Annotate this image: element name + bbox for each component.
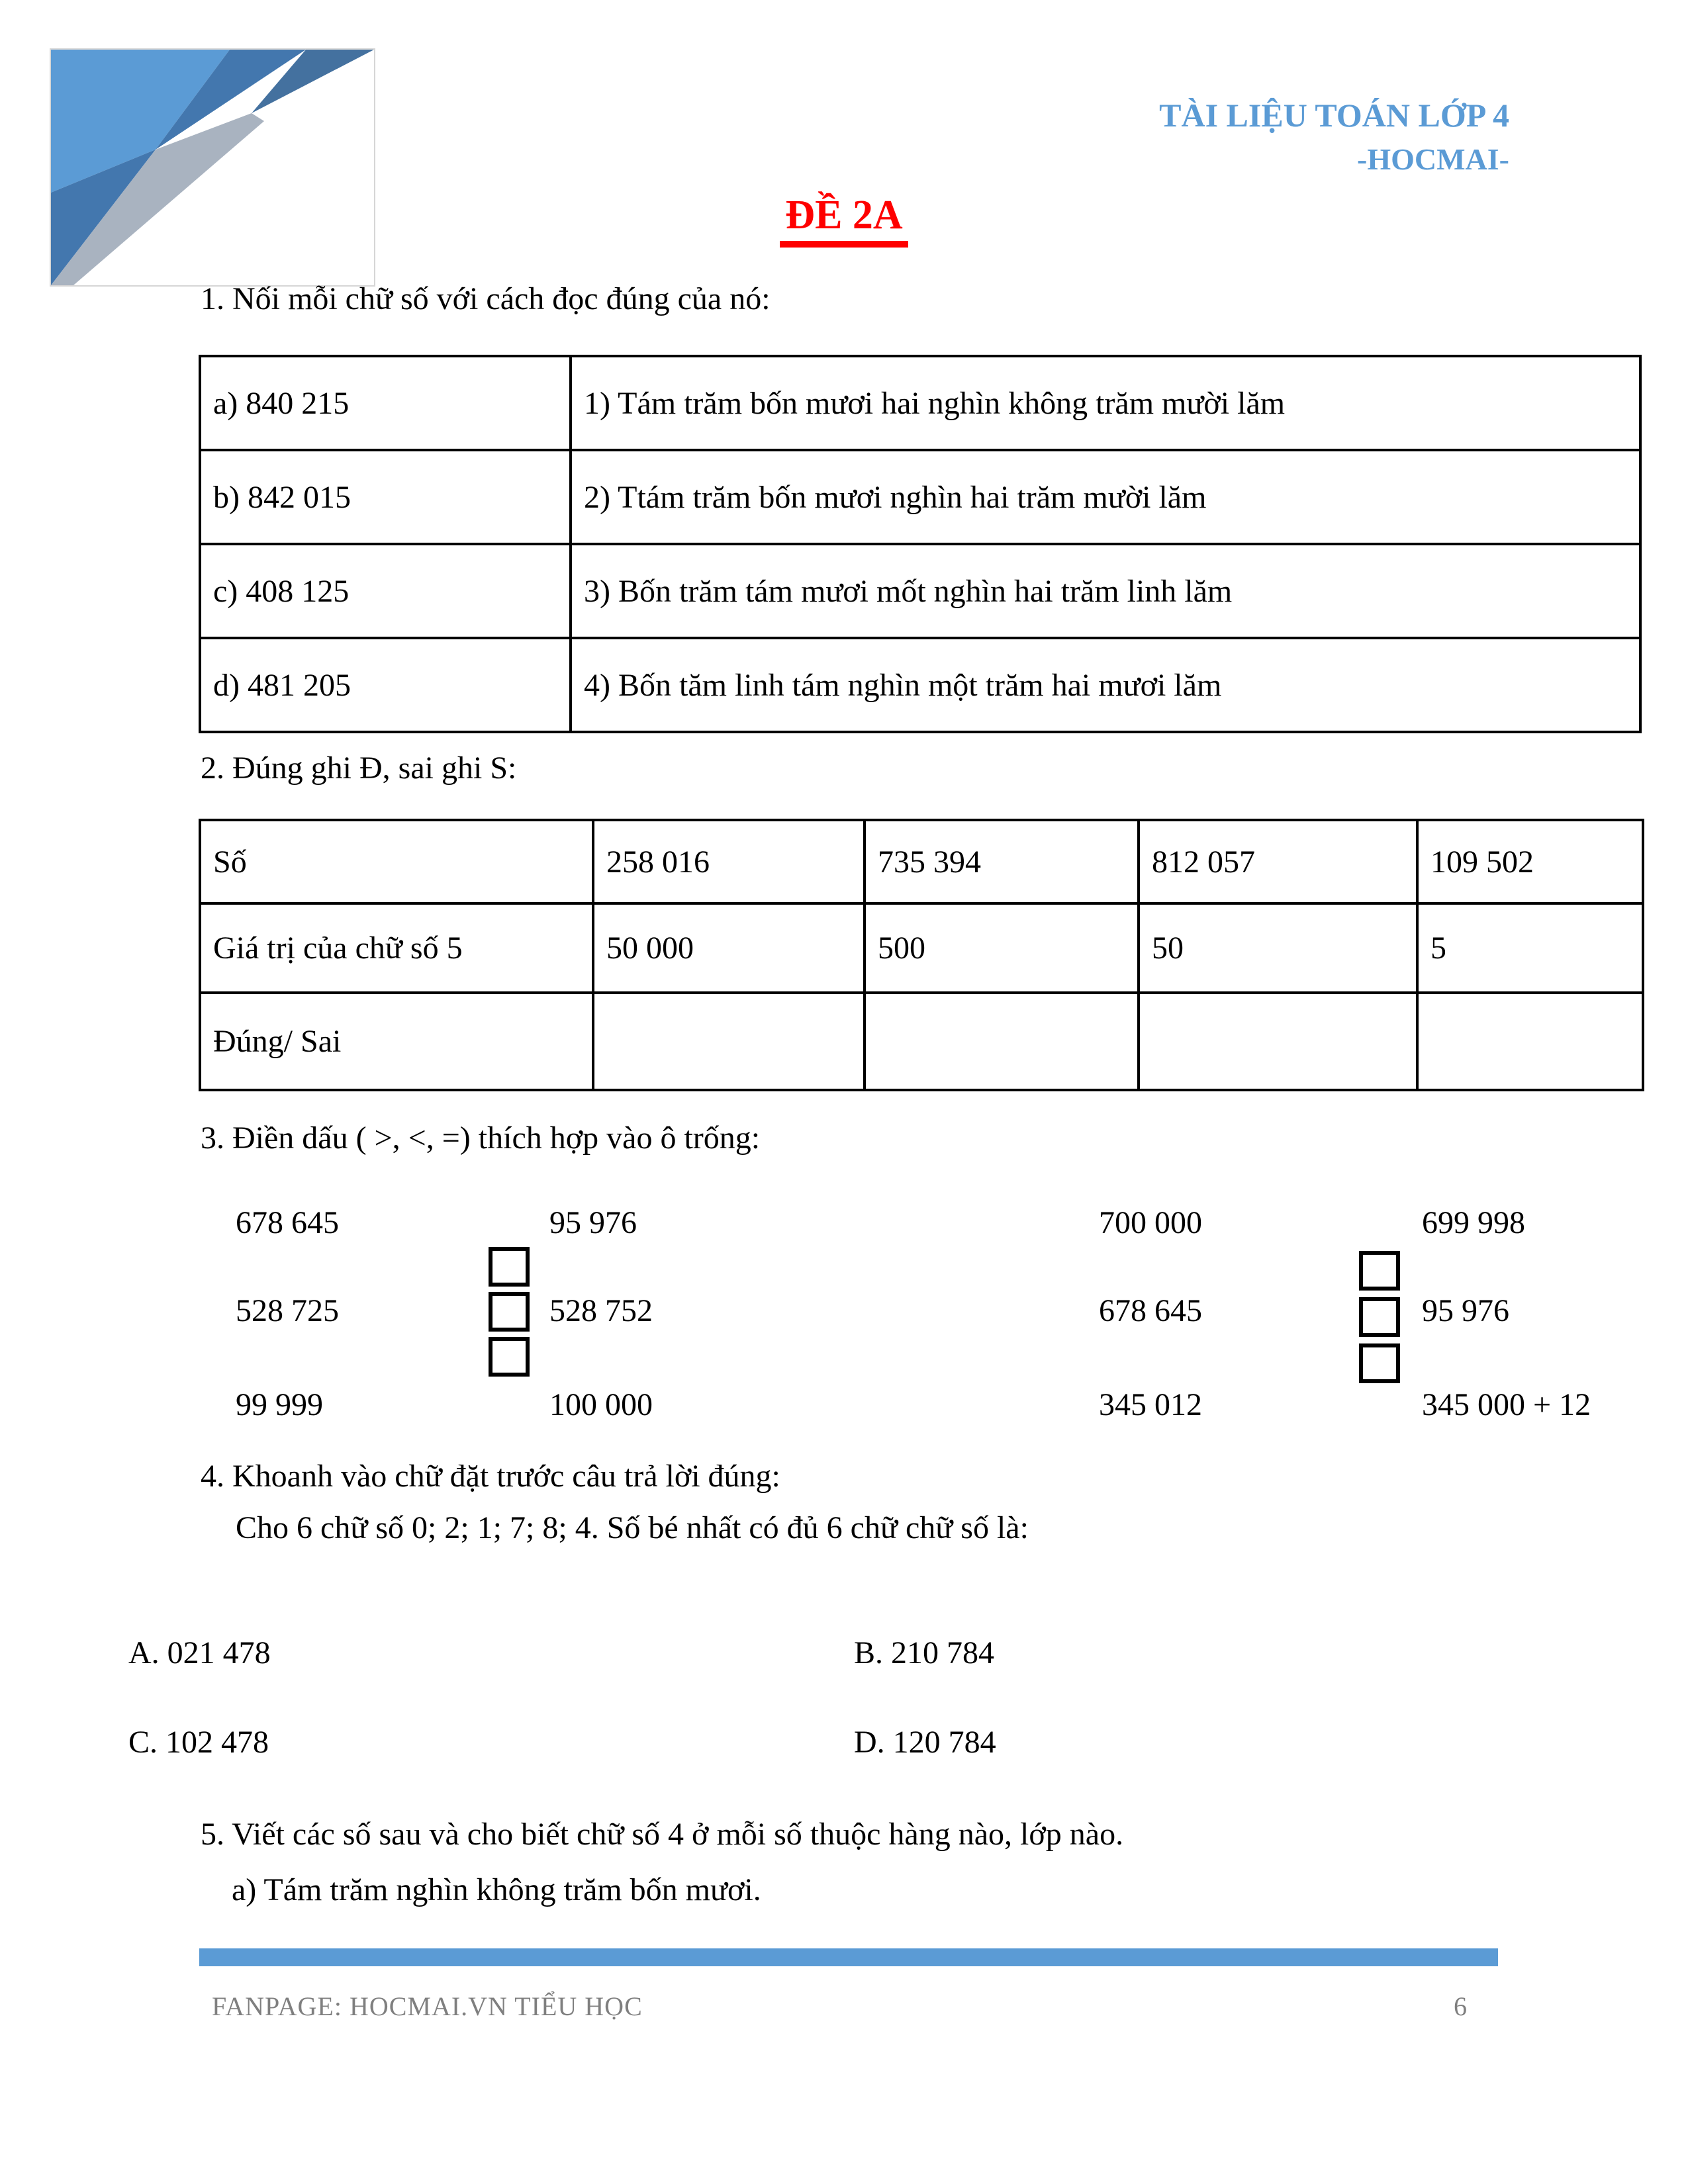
page-title: ĐỀ 2A <box>780 194 908 248</box>
compare-number: 95 976 <box>549 1205 637 1240</box>
page-title-wrap <box>0 194 1688 248</box>
compare-number: 699 998 <box>1422 1205 1525 1240</box>
number-cell: d) 481 205 <box>200 638 571 732</box>
comparison-box[interactable] <box>489 1247 530 1287</box>
compare-number: 678 645 <box>1099 1293 1202 1328</box>
comparison-box[interactable] <box>1359 1297 1400 1337</box>
footer-accent-bar <box>199 1948 1498 1966</box>
footer-fanpage: FANPAGE: HOCMAI.VN TIỂU HỌC <box>212 1991 643 2021</box>
compare-number: 528 725 <box>236 1293 339 1328</box>
value-cell: 500 <box>865 903 1139 993</box>
compare-number: 99 999 <box>236 1387 323 1422</box>
reading-cell: 2) Ttám trăm bốn mươi nghìn hai trăm mười lăm <box>571 450 1640 544</box>
value-cell: 50 000 <box>593 903 865 993</box>
value-cell: 5 <box>1417 903 1643 993</box>
document-header <box>1159 93 1509 180</box>
question-1-heading: 1. Nối mỗi chữ số với cách đọc đúng của nó: <box>201 281 771 316</box>
number-cell: c) 408 125 <box>200 544 571 638</box>
table-row <box>200 993 1643 1090</box>
table-row <box>200 820 1643 903</box>
compare-number: 528 752 <box>549 1293 653 1328</box>
hocmai-logo <box>50 48 375 287</box>
question-5-item-a: a) Tám trăm nghìn không trăm bốn mươi. <box>232 1872 761 1907</box>
question-4-heading: 4. Khoanh vào chữ đặt trước câu trả lời đúng: <box>201 1459 780 1494</box>
option-b[interactable]: B. 210 784 <box>854 1635 995 1670</box>
reading-cell: 3) Bốn trăm tám mươi mốt nghìn hai trăm linh lăm <box>571 544 1640 638</box>
number-cell: b) 842 015 <box>200 450 571 544</box>
footer-page-number: 6 <box>1454 1991 1467 2021</box>
number-cell: 258 016 <box>593 820 865 903</box>
answer-cell[interactable] <box>1139 993 1417 1090</box>
question-4-intro: Cho 6 chữ số 0; 2; 1; 7; 8; 4. Số bé nhất có đủ 6 chữ chữ số là: <box>236 1510 1029 1545</box>
number-cell: 735 394 <box>865 820 1139 903</box>
comparison-box[interactable] <box>489 1292 530 1332</box>
question-3-heading: 3. Điền dấu ( >, <, =) thích hợp vào ô trống: <box>201 1120 761 1156</box>
row-label-cell: Giá trị của chữ số 5 <box>200 903 593 993</box>
question-2-table <box>199 819 1644 1091</box>
comparison-box[interactable] <box>489 1337 530 1377</box>
option-a[interactable]: A. 021 478 <box>128 1635 271 1670</box>
row-label-cell: Số <box>200 820 593 903</box>
compare-number: 100 000 <box>549 1387 653 1422</box>
comparison-box[interactable] <box>1359 1251 1400 1291</box>
brand-name: -HOCMAI- <box>1357 142 1509 176</box>
compare-number: 345 000 + 12 <box>1422 1387 1591 1422</box>
table-row <box>200 638 1640 732</box>
answer-cell[interactable] <box>865 993 1139 1090</box>
option-c[interactable]: C. 102 478 <box>128 1725 269 1760</box>
compare-number: 345 012 <box>1099 1387 1202 1422</box>
compare-number: 700 000 <box>1099 1205 1202 1240</box>
table-row <box>200 356 1640 450</box>
question-5-heading: 5. Viết các số sau và cho biết chữ số 4 ở mỗi số thuộc hàng nào, lớp nào. <box>201 1817 1124 1852</box>
question-2-heading: 2. Đúng ghi Đ, sai ghi S: <box>201 751 517 786</box>
table-row <box>200 903 1643 993</box>
number-cell: a) 840 215 <box>200 356 571 450</box>
table-row <box>200 544 1640 638</box>
answer-cell[interactable] <box>593 993 865 1090</box>
row-label-cell: Đúng/ Sai <box>200 993 593 1090</box>
table-row <box>200 450 1640 544</box>
comparison-box[interactable] <box>1359 1343 1400 1383</box>
logo-triangles-graphic <box>51 50 374 285</box>
compare-number: 95 976 <box>1422 1293 1509 1328</box>
number-cell: 109 502 <box>1417 820 1643 903</box>
answer-cell[interactable] <box>1417 993 1643 1090</box>
number-cell: 812 057 <box>1139 820 1417 903</box>
course-title: TÀI LIỆU TOÁN LỚP 4 <box>1159 97 1509 134</box>
reading-cell: 4) Bốn tăm linh tám nghìn một trăm hai mươi lăm <box>571 638 1640 732</box>
compare-number: 678 645 <box>236 1205 339 1240</box>
option-d[interactable]: D. 120 784 <box>854 1725 996 1760</box>
value-cell: 50 <box>1139 903 1417 993</box>
reading-cell: 1) Tám trăm bốn mươi hai nghìn không trăm mười lăm <box>571 356 1640 450</box>
question-1-table <box>199 355 1642 733</box>
